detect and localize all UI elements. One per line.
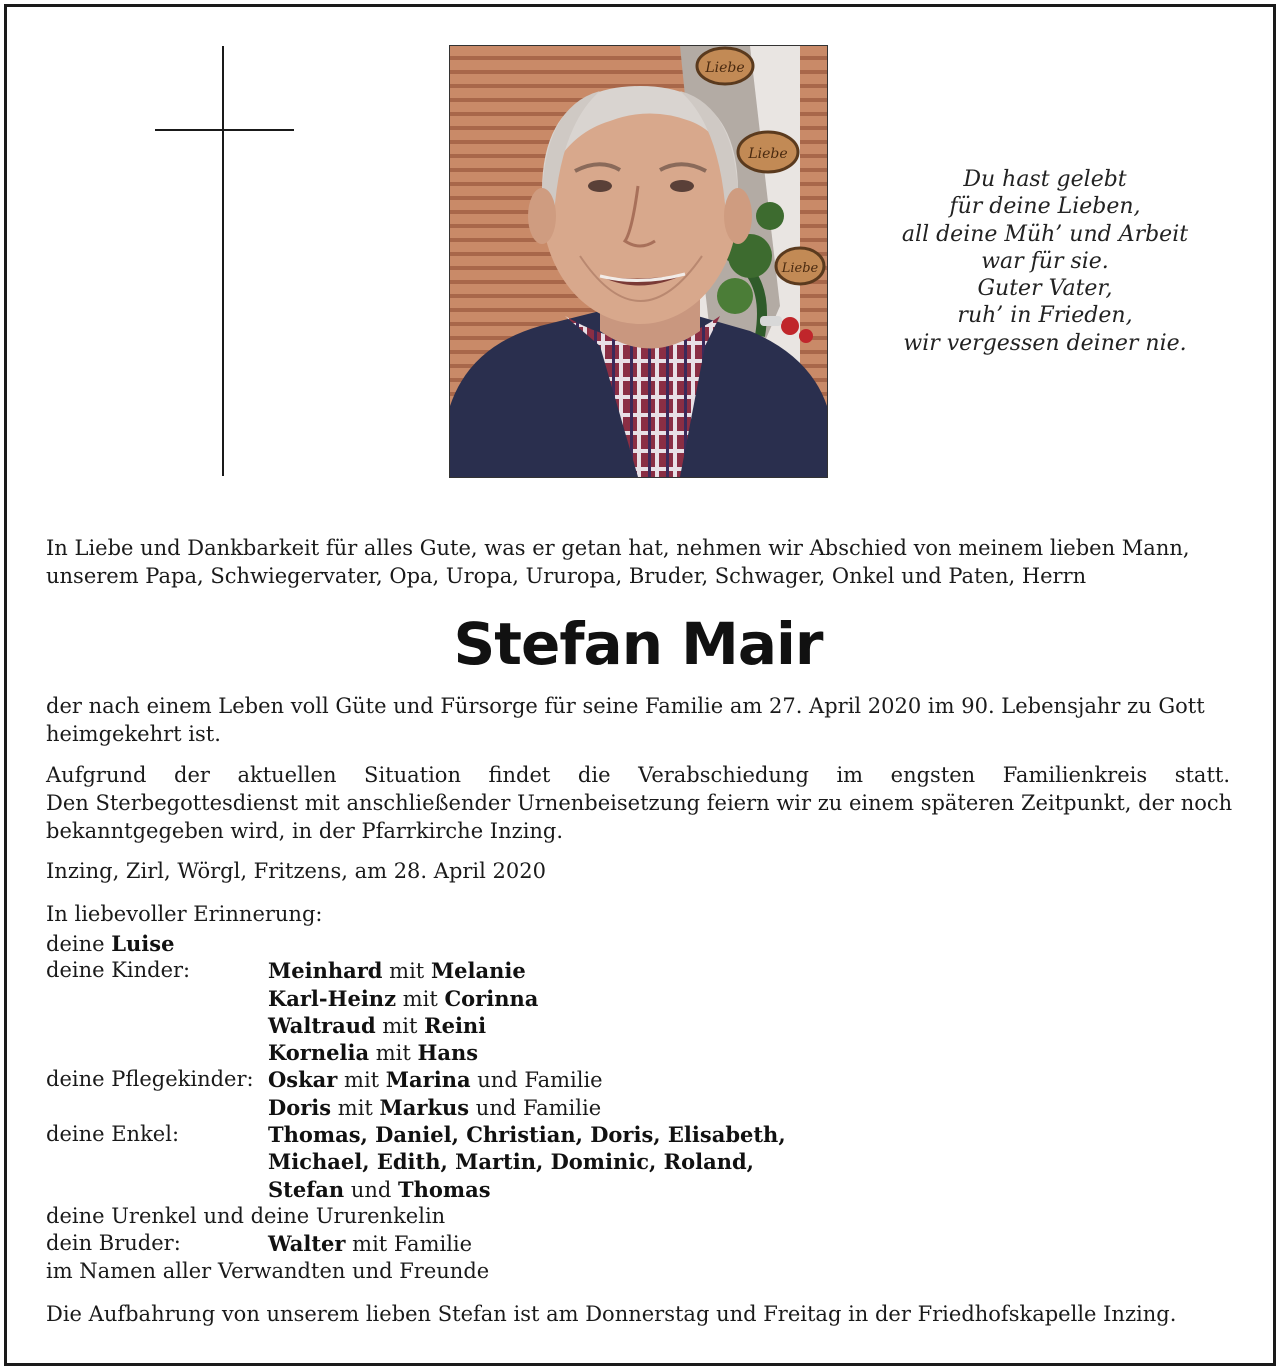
- poem-line: wir vergessen deiner nie.: [903, 330, 1187, 356]
- wood-sign-3: [776, 248, 824, 284]
- life-line: heimgekehrt ist.: [46, 722, 221, 746]
- closing-note: Die Aufbahrung von unserem lieben Stefan ist am Donnerstag und Freitag in der Friedhofskapelle Inzing.: [46, 1302, 1177, 1326]
- poem-line: war für sie.: [981, 248, 1109, 274]
- situation-paragraph: [46, 761, 1233, 845]
- grandchildren-label: deine Enkel:: [46, 1122, 180, 1147]
- intro-line: unserem Papa, Schwiegervater, Opa, Uropa, Ururopa, Bruder, Schwager, Onkel und Paten, Herrn: [46, 564, 1087, 588]
- children-label: deine Kinder:: [46, 958, 191, 983]
- wife-name: Luise: [111, 931, 175, 956]
- memory-heading: In liebevoller Erinnerung:: [46, 902, 323, 926]
- cross-icon-vertical: [222, 46, 224, 476]
- situation-line: bekanntgegeben wird, in der Pfarrkirche Inzing.: [46, 819, 564, 843]
- poem-line: all deine Müh’ und Arbeit: [901, 221, 1189, 247]
- portrait-illustration: [450, 46, 827, 477]
- place-date: Inzing, Zirl, Wörgl, Fritzens, am 28. April 2020: [46, 859, 546, 883]
- svg-text:Liebe: Liebe: [705, 60, 745, 76]
- wood-sign-1: [697, 48, 753, 84]
- foster-label: deine Pflegekinder:: [46, 1067, 254, 1092]
- poem-line: ruh’ in Frieden,: [957, 303, 1133, 329]
- intro-paragraph: [46, 534, 1232, 590]
- situation-line: Aufgrund der aktuellen Situation findet die Verabschiedung im engsten Familienkreis statt.: [46, 763, 1230, 787]
- svg-text:Liebe: Liebe: [781, 261, 819, 276]
- portrait-photo: [449, 45, 828, 478]
- deceased-name: Stefan Mair: [453, 610, 823, 678]
- life-paragraph: [46, 692, 1230, 748]
- wood-sign-2: [738, 132, 798, 172]
- poem-line: Du hast gelebt: [963, 167, 1127, 192]
- life-line: der nach einem Leben voll Güte und Fürsorge für seine Familie am 27. April 2020 im 90. Lebensjahr zu Gott: [46, 694, 1205, 718]
- memorial-poem: [890, 166, 1200, 357]
- svg-text:Liebe: Liebe: [748, 146, 788, 162]
- situation-line: Den Sterbegottesdienst mit anschließender Urnenbeisetzung feiern wir zu einem späteren Zeitpunkt, der noch: [46, 791, 1233, 815]
- poem-line: für deine Lieben,: [949, 194, 1141, 220]
- poem-line: Guter Vater,: [977, 276, 1113, 302]
- cross-icon-horizontal: [155, 129, 294, 131]
- intro-line: In Liebe und Dankbarkeit für alles Gute, was er getan hat, nehmen wir Abschied von meinem lieben Mann,: [46, 536, 1190, 560]
- brother-label: dein Bruder:: [46, 1231, 181, 1256]
